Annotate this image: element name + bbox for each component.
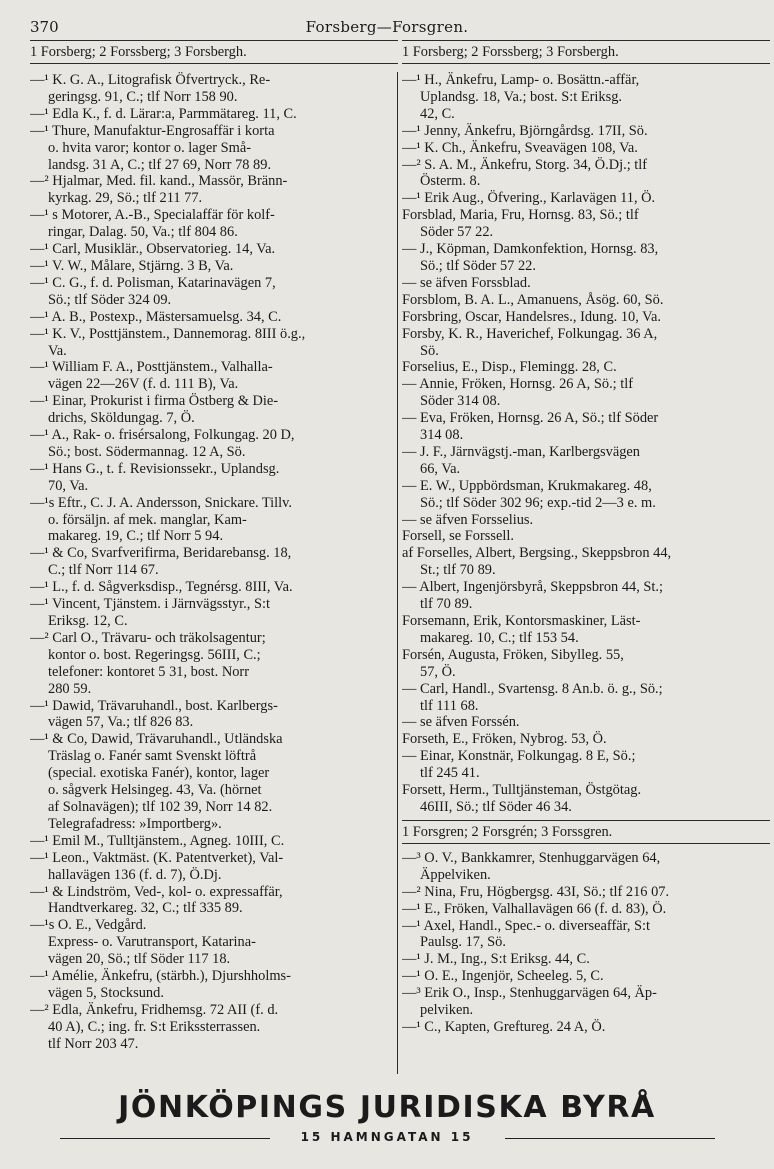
entry-line: —¹ Leon., Vaktmäst. (K. Patentverket), Val-: [30, 849, 284, 866]
entry-continuation: kontor o. bost. Regeringsg. 56III, C.;: [48, 646, 261, 663]
directory-entry: [30, 258, 398, 275]
entry-continuation: o. försäljn. af mek. manglar, Kam-: [48, 511, 247, 528]
directory-entry: [402, 528, 770, 545]
page-number: 370: [30, 18, 59, 36]
entry-line: — J. F., Järnvägstj.-man, Karlbergsvägen: [402, 443, 640, 460]
entry-line: —¹ J. M., Ing., S:t Eriksg. 44, C.: [402, 951, 590, 968]
entry-line: Forsby, K. R., Haverichef, Folkungag. 36 A,: [402, 325, 658, 342]
directory-entry: [402, 326, 770, 360]
entry-continuation: Telegrafadress: »Importberg».: [48, 815, 222, 832]
footer-advertisement: [0, 1090, 774, 1150]
directory-entry: [30, 968, 398, 1002]
entry-continuation: tlf 245 41.: [420, 765, 480, 782]
directory-entry: [30, 495, 398, 546]
entry-line: —¹ Hans G., t. f. Revisionssekr., Uplandsg.: [30, 460, 280, 477]
entry-line: — se äfven Forssblad.: [402, 274, 531, 291]
left-entries: [30, 72, 398, 1053]
entry-line: —¹ Vincent, Tjänstem. i Järnvägsstyr., S:t: [30, 596, 270, 613]
entry-line: — J., Köpman, Damkonfektion, Hornsg. 83,: [402, 241, 659, 258]
directory-entry: [402, 444, 770, 478]
entry-line: —³ Erik O., Insp., Stenhuggarvägen 64, Äp-: [402, 985, 657, 1002]
entry-continuation: telefoner: kontoret 5 31, bost. Norr: [48, 663, 250, 680]
directory-entry: [30, 359, 398, 393]
entry-line: —¹ C., Kapten, Greftureg. 24 A, Ö.: [402, 1018, 606, 1035]
entry-continuation: ringar, Dalag. 50, Va.; tlf 804 86.: [48, 224, 238, 241]
entry-line: —¹ Axel, Handl., Spec.- o. diverseaffär, S:t: [402, 917, 651, 934]
directory-entry: [30, 241, 398, 258]
entry-line: —¹ Carl, Musiklär., Observatorieg. 14, Va.: [30, 241, 276, 258]
entry-continuation: landsg. 31 A, C.; tlf 27 69, Norr 78 89.: [48, 156, 272, 173]
entry-continuation: vägen 5, Stocksund.: [48, 984, 164, 1001]
directory-entry: [402, 359, 770, 376]
entry-continuation: af Solnavägen); tlf 102 39, Norr 14 82.: [48, 798, 273, 815]
entry-continuation: makareg. 10, C.; tlf 153 54.: [420, 629, 579, 646]
entry-continuation: Express- o. Varutransport, Katarina-: [48, 934, 256, 951]
entry-line: — E. W., Uppbördsman, Krukmakareg. 48,: [402, 477, 652, 494]
directory-entry: [30, 884, 398, 918]
entry-continuation: Söder 314 08.: [420, 393, 501, 410]
entry-continuation: pelviken.: [420, 1002, 474, 1019]
entry-continuation: o. sågverk Helsingeg. 43, Va. (hörnet: [48, 782, 262, 799]
directory-entry: [30, 173, 398, 207]
directory-entry: [402, 376, 770, 410]
entry-continuation: (special. exotiska Fanér), kontor, lager: [48, 765, 270, 782]
left-column: [30, 40, 398, 1053]
directory-entry: [402, 123, 770, 140]
entry-continuation: kyrkag. 29, Sö.; tlf 211 77.: [48, 190, 203, 207]
directory-entry: [402, 545, 770, 579]
entry-line: — Carl, Handl., Svartensg. 8 An.b. ö. g., Sö.;: [402, 680, 663, 697]
right-column-heading: 1 Forsberg; 2 Forssberg; 3 Forsbergh.: [402, 40, 770, 64]
entry-continuation: St.; tlf 70 89.: [420, 562, 496, 579]
directory-entry: [30, 275, 398, 309]
entry-continuation: Söder 57 22.: [420, 224, 494, 241]
entry-line: Forselius, E., Disp., Flemingg. 28, C.: [402, 359, 617, 376]
entry-line: — Annie, Fröken, Hornsg. 26 A, Sö.; tlf: [402, 376, 634, 393]
entry-continuation: Sö.; tlf Söder 302 96; exp.-tid 2—3 e. m.: [420, 494, 656, 511]
directory-entry: [402, 918, 770, 952]
directory-entry: [402, 157, 770, 191]
directory-entry: [30, 833, 398, 850]
directory-entry: [30, 850, 398, 884]
entry-line: — Albert, Ingenjörsbyrå, Skeppsbron 44, St.;: [402, 579, 664, 596]
directory-entry: [402, 207, 770, 241]
entry-line: Forsblad, Maria, Fru, Hornsg. 83, Sö.; tlf: [402, 207, 639, 224]
entry-line: Forsell, se Forssell.: [402, 528, 514, 545]
directory-entry: [30, 461, 398, 495]
directory-entry: [30, 596, 398, 630]
directory-entry: [402, 410, 770, 444]
entry-line: —¹ Thure, Manufaktur-Engrosaffär i korta: [30, 122, 275, 139]
directory-entry: [30, 545, 398, 579]
directory-entry: [402, 579, 770, 613]
right-entries: [402, 72, 770, 816]
directory-entry: [402, 681, 770, 715]
directory-entry: [402, 968, 770, 985]
entry-line: Forsett, Herm., Tulltjänsteman, Östgötag.: [402, 782, 642, 799]
right-entries-after: [402, 850, 770, 1036]
entry-continuation: geringsg. 91, C.; tlf Norr 158 90.: [48, 88, 238, 105]
entry-continuation: Sö.; bost. Södermannag. 12 A, Sö.: [48, 443, 246, 460]
entry-line: —¹ & Lindström, Ved-, kol- o. expressaffär,: [30, 883, 283, 900]
entry-line: —¹ K. V., Posttjänstem., Dannemorag. 8III ö.g.,: [30, 325, 306, 342]
directory-entry: [402, 241, 770, 275]
entry-line: —¹ William F. A., Posttjänstem., Valhalla-: [30, 359, 273, 376]
entry-line: — se äfven Forssén.: [402, 714, 520, 731]
directory-entry: [402, 951, 770, 968]
entry-line: —¹ L., f. d. Sågverksdisp., Tegnérsg. 8III, Va.: [30, 579, 293, 596]
directory-entry: [402, 901, 770, 918]
entry-continuation: Sö.; tlf Söder 57 22.: [420, 257, 536, 274]
entry-continuation: makareg. 19, C.; tlf Norr 5 94.: [48, 528, 224, 545]
entry-line: —¹ Einar, Prokurist i firma Östberg & Die-: [30, 393, 279, 410]
directory-entry: [402, 985, 770, 1019]
entry-line: —¹ s Motorer, A.-B., Specialaffär för kolf-: [30, 207, 275, 224]
directory-entry: [402, 613, 770, 647]
entry-continuation: Eriksg. 12, C.: [48, 613, 128, 629]
entry-line: —¹ & Co, Svarfverifirma, Beridarebansg. 18,: [30, 545, 292, 562]
directory-entry: [30, 326, 398, 360]
page-title: Forsberg—Forsgren.: [305, 18, 469, 36]
entry-continuation: Paulsg. 17, Sö.: [420, 934, 506, 951]
entry-line: —¹ E., Fröken, Valhallavägen 66 (f. d. 83), Ö.: [402, 900, 667, 917]
left-column-heading: 1 Forsberg; 2 Forssberg; 3 Forsbergh.: [30, 40, 398, 64]
entry-line: —² Nina, Fru, Högbergsg. 43I, Sö.; tlf 216 07.: [402, 883, 670, 900]
entry-line: —¹ O. E., Ingenjör, Scheeleg. 5, C.: [402, 968, 604, 985]
directory-entry: [402, 72, 770, 123]
directory-entry: [30, 1002, 398, 1053]
entry-line: —¹ Dawid, Trävaruhandl., bost. Karlbergs-: [30, 697, 278, 714]
entry-line: —² Carl O., Trävaru- och träkolsagentur;: [30, 629, 266, 646]
directory-entry: [402, 309, 770, 326]
entry-line: —³ O. V., Bankkamrer, Stenhuggarvägen 64,: [402, 849, 661, 866]
entry-continuation: 280 59.: [48, 680, 92, 697]
directory-entry: [402, 512, 770, 529]
entry-continuation: tlf 70 89.: [420, 596, 473, 613]
entry-line: Forsblom, B. A. L., Amanuens, Åsög. 60, Sö.: [402, 291, 664, 308]
directory-entry: [30, 393, 398, 427]
directory-entry: [30, 917, 398, 968]
entry-continuation: 57, Ö.: [420, 663, 456, 680]
entry-line: —¹ H., Änkefru, Lamp- o. Bosättn.-affär,: [402, 72, 640, 88]
entry-continuation: tlf 111 68.: [420, 697, 479, 714]
directory-entry: [402, 478, 770, 512]
entry-continuation: Äppelviken.: [420, 866, 491, 883]
directory-entry: [402, 292, 770, 309]
directory-entry: [30, 207, 398, 241]
entry-continuation: Sö.: [420, 342, 439, 359]
entry-line: —¹ Erik Aug., Öfvering., Karlavägen 11, Ö.: [402, 190, 656, 207]
entry-continuation: Uplandsg. 18, Va.; bost. S:t Eriksg.: [420, 88, 623, 105]
entry-line: —¹ C. G., f. d. Polisman, Katarinavägen 7,: [30, 274, 276, 291]
footer-rule-right: [505, 1138, 715, 1139]
entry-line: —¹ A. B., Postexp., Mästersamuelsg. 34, C.: [30, 308, 282, 325]
entry-continuation: 42, C.: [420, 105, 455, 122]
entry-continuation: drichs, Sköldungag. 7, Ö.: [48, 410, 195, 427]
running-head: [0, 14, 774, 40]
entry-continuation: hallavägen 136 (f. d. 7), Ö.Dj.: [48, 866, 222, 883]
directory-entry: [402, 884, 770, 901]
entry-line: —¹ Edla K., f. d. Lärar:a, Parmmätareg. 11, C.: [30, 105, 297, 122]
entry-continuation: Träslag o. Fanér samt Svenskt löftrå: [48, 748, 257, 765]
entry-continuation: vägen 22—26V (f. d. 111 B), Va.: [48, 376, 239, 393]
entry-line: —¹ Emil M., Tulltjänstem., Agneg. 10III, C.: [30, 832, 285, 849]
entry-continuation: 66, Va.: [420, 460, 461, 477]
directory-entry: [30, 106, 398, 123]
entry-continuation: vägen 20, Sö.; tlf Söder 117 18.: [48, 951, 231, 968]
directory-entry: [402, 190, 770, 207]
entry-line: —¹ & Co, Dawid, Trävaruhandl., Utländska: [30, 731, 283, 748]
directory-entry: [402, 748, 770, 782]
directory-entry: [402, 850, 770, 884]
directory-entry: [30, 309, 398, 326]
column-divider: [397, 72, 398, 1074]
entry-continuation: Va.: [48, 342, 67, 359]
directory-entry: [30, 698, 398, 732]
directory-entry: [402, 731, 770, 748]
right-column: [402, 40, 770, 1036]
entry-line: —¹s Eftr., C. J. A. Andersson, Snickare. Tillv.: [30, 494, 293, 511]
directory-entry: [402, 275, 770, 292]
entry-line: —¹ Amélie, Änkefru, (stärbh.), Djurshholms-: [30, 968, 291, 985]
entry-line: —¹ Jenny, Änkefru, Björngårdsg. 17II, Sö.: [402, 122, 648, 139]
directory-entry: [402, 714, 770, 731]
directory-entry: [30, 579, 398, 596]
directory-entry: [402, 782, 770, 816]
entry-continuation: Handtverkareg. 32, C.; tlf 335 89.: [48, 900, 243, 917]
entry-line: —¹s O. E., Vedgård.: [30, 917, 147, 934]
entry-line: Forsemann, Erik, Kontorsmaskiner, Läst-: [402, 613, 641, 629]
entry-line: —¹ V. W., Målare, Stjärng. 3 B, Va.: [30, 257, 234, 274]
entry-continuation: Österm. 8.: [420, 173, 481, 190]
directory-entry: [30, 72, 398, 106]
entry-line: — se äfven Forsselius.: [402, 511, 534, 528]
entry-line: Forsbring, Oscar, Handelsres., Idung. 10, Va.: [402, 308, 661, 325]
entry-line: —¹ A., Rak- o. frisérsalong, Folkungag. 20 D,: [30, 427, 295, 444]
entry-line: —¹ K. Ch., Änkefru, Sveavägen 108, Va.: [402, 139, 638, 156]
entry-line: —² Hjalmar, Med. fil. kand., Massör, Bränn-: [30, 173, 288, 190]
entry-continuation: Sö.; tlf Söder 324 09.: [48, 291, 172, 308]
entry-line: —² Edla, Änkefru, Fridhemsg. 72 AII (f. d.: [30, 1001, 279, 1018]
entry-continuation: o. hvita varor; kontor o. lager Små-: [48, 139, 252, 156]
directory-entry: [402, 647, 770, 681]
entry-line: af Forselles, Albert, Bergsing., Skeppsbron 44,: [402, 545, 672, 562]
advertiser-name: JÖNKÖPINGS JURIDISKA BYRÅ: [118, 1090, 656, 1125]
directory-entry: [30, 427, 398, 461]
directory-entry: [30, 731, 398, 832]
forsgren-subheading: 1 Forsgren; 2 Forsgrén; 3 Forssgren.: [402, 820, 770, 844]
entry-continuation: 314 08.: [420, 427, 464, 444]
directory-entry: [30, 630, 398, 698]
entry-continuation: vägen 57, Va.; tlf 826 83.: [48, 714, 194, 731]
entry-continuation: tlf Norr 203 47.: [48, 1035, 139, 1052]
directory-entry: [402, 140, 770, 157]
advertiser-address: 15 HAMNGATAN 15: [300, 1130, 474, 1144]
entry-line: — Eva, Fröken, Hornsg. 26 A, Sö.; tlf Söder: [402, 410, 659, 427]
entry-continuation: C.; tlf Norr 114 67.: [48, 562, 159, 579]
entry-line: —² S. A. M., Änkefru, Storg. 34, Ö.Dj.; tlf: [402, 156, 648, 173]
entry-continuation: 70, Va.: [48, 477, 89, 494]
entry-line: Forseth, E., Fröken, Nybrog. 53, Ö.: [402, 731, 607, 748]
entry-line: — Einar, Konstnär, Folkungag. 8 E, Sö.;: [402, 748, 636, 765]
entry-continuation: 46III, Sö.; tlf Söder 46 34.: [420, 798, 572, 815]
entry-line: Forsén, Augusta, Fröken, Sibylleg. 55,: [402, 646, 624, 663]
directory-entry: [30, 123, 398, 174]
directory-entry: [402, 1019, 770, 1036]
entry-continuation: 40 A), C.; ing. fr. S:t Erikssterrassen.: [48, 1018, 261, 1035]
entry-line: —¹ K. G. A., Litografisk Öfvertryck., Re-: [30, 72, 271, 88]
